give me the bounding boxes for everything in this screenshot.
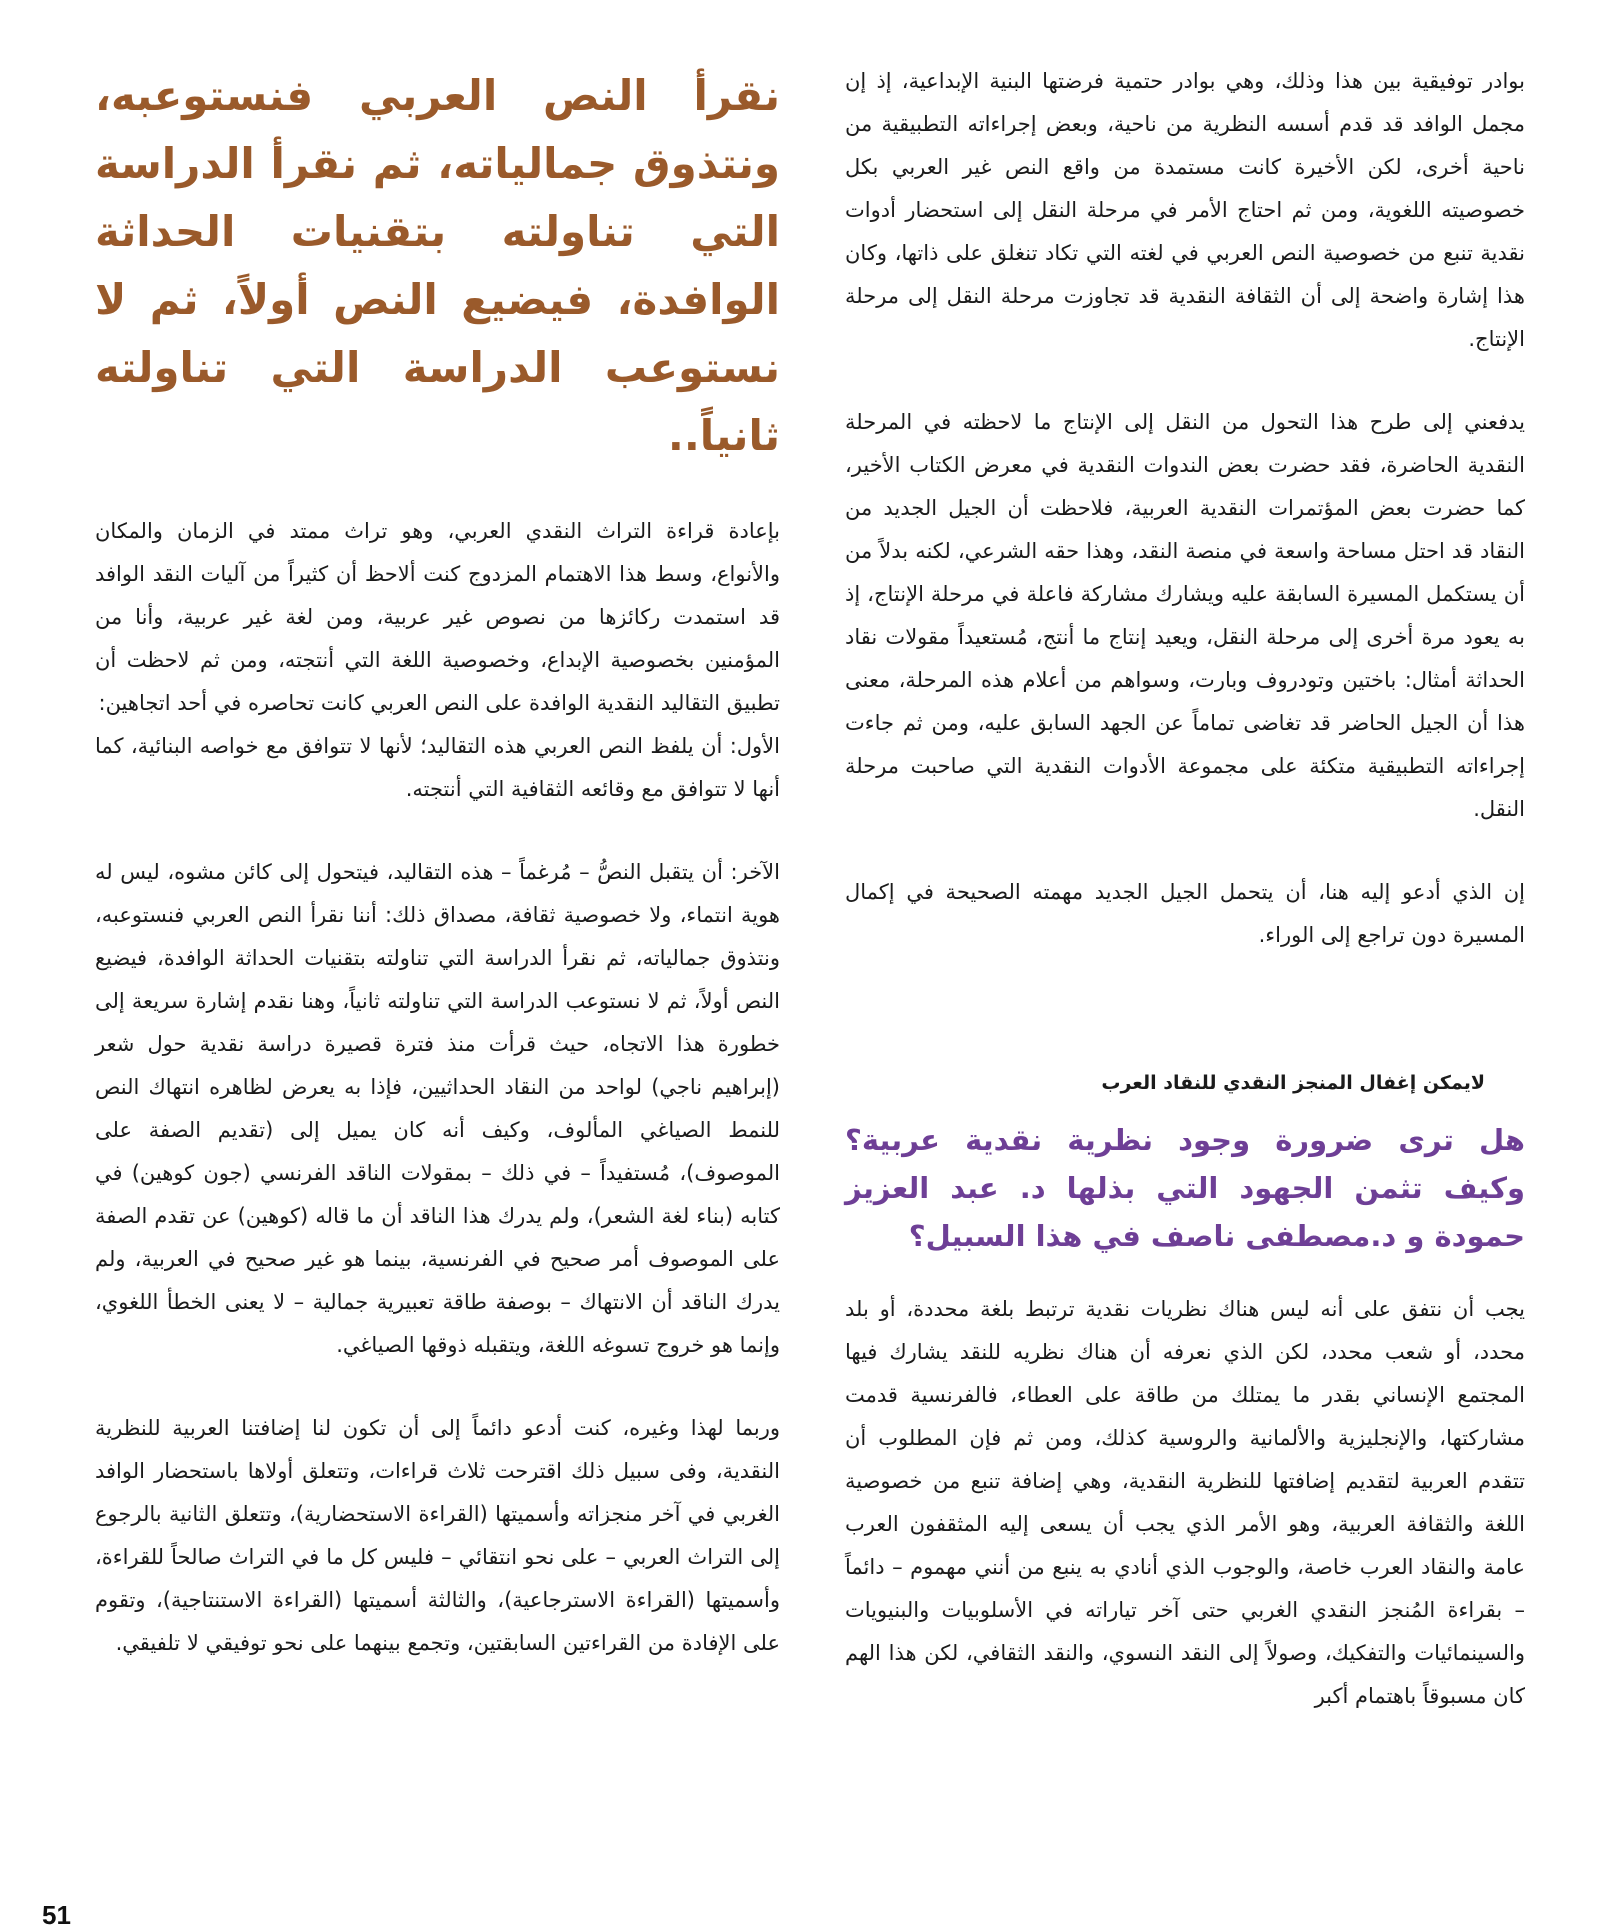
right-paragraph-4: يجب أن نتفق على أنه ليس هناك نظريات نقدية ترتبط بلغة محددة، أو بلد محدد، أو شعب محدد، لكن الذي نعرفه أن هناك نظريه للنقد يشارك فيها المجتمع الإنساني بقدر ما يمتلك من طاقة على العطاء، فالفرنسية قدمت مشاركتها، والإنجليزية والألمانية والروسية كذلك، ومن ثم فإن المطلوب أن تتقدم العربية لتقديم إضافتها للنظرية النقدية، وهي إضافة تنبع من خصوصية اللغة والثقافة العربية، وهو الأمر الذي يجب أن يسعى إليه المثقفون العرب عامة والنقاد العرب خاصة، والوجوب الذي أنادي به ينبع من أنني مهموم – دائماً – بقراءة المُنجز النقدي الغربي حتى آخر تياراته في الأسلوبيات والبنيويات والسينمائيات والتفكيك، وصولاً إلى النقد النسوي، والنقد الثقافي، لكن هذا الهم كان مسبوقاً باهتمام أكبر [845, 1297, 1525, 1708]
page-number: 51 [42, 1900, 71, 1930]
section-label: لايمكن إغفال المنجز النقدي للنقاد العرب [1101, 1072, 1485, 1094]
interview-question: هل ترى ضرورة وجود نظرية نقدية عربية؟ وكيف تثمن الجهود التي بذلها د. عبد العزيز حمودة و د.مصطفى ناصف في هذا السبيل؟ [845, 1123, 1525, 1253]
left-paragraph-3: الآخر: أن يتقبل النصُّ – مُرغماً – هذه التقاليد، فيتحول إلى كائن مشوه، ليس له هوية انتماء، ولا خصوصية ثقافة، مصداق ذلك: أننا نقرأ النص العربي فنستوعبه، ونتذوق جمالياته، ثم نقرأ الدراسة التي تناولته بتقنيات الحداثة الوافدة، فيضيع النص أولاً، ثم لا نستوعب الدراسة التي تناولته ثانياً، وهنا نقدم إشارة سريعة إلى خطورة هذا الاتجاه، حيث قرأت منذ فترة قصيرة دراسة نقدية حول شعر (إبراهيم ناجي) لواحد من النقاد الحداثيين، فإذا به يعرض لظاهره انتهاك النص للنمط الصياغي المألوف، وكيف أنه كان يميل إلى (تقديم الصفة على الموصوف)، مُستفيداً – في ذلك – بمقولات الناقد الفرنسي (جون كوهين) في كتابه (بناء لغة الشعر)، ولم يدرك هذا الناقد أن ما قاله (كوهين) عن تقدم الصفة على الموصوف أمر صحيح في الفرنسية، بينما هو غير صحيح في العربية، ولم يدرك الناقد أن الانتهاك – بوصفة طاقة تعبيرية جمالية – لا يعنى الخطأ اللغوي، وإنما هو خروج تسوغه اللغة، ويتقبله ذوقها الصياغي. [95, 860, 780, 1357]
left-column [95, 62, 780, 1665]
right-paragraph-3: إن الذي أدعو إليه هنا، أن يتحمل الجيل الجديد مهمته الصحيحة في إكمال المسيرة دون تراجع إلى الوراء. [845, 880, 1525, 947]
pull-quote: نقرأ النص العربي فنستوعبه، ونتذوق جمالياته، ثم نقرأ الدراسة التي تناولته بتقنيات الحداثة الوافدة، فيضيع النص أولاً، ثم لا نستوعب الدراسة التي تناولته ثانياً.. [95, 71, 780, 460]
left-paragraph-2: الأول: أن يلفظ النص العربي هذه التقاليد؛ لأنها لا تتوافق مع خواصه البنائية، كما أنها لا تتوافق مع وقائعه الثقافية التي أنتجته. [95, 734, 780, 801]
right-paragraph-1: بوادر توفيقية بين هذا وذلك، وهي بوادر حتمية فرضتها البنية الإبداعية، إذ إن مجمل الوافد قد قدم أسسه النظرية من ناحية، وبعض إجراءاته التطبيقية من ناحية أخرى، لكن الأخيرة كانت مستمدة من واقع النص غير العربي بكل خصوصيته اللغوية، ومن ثم احتاج الأمر في مرحلة النقل إلى استحضار أدوات نقدية تنبع من خصوصية النص العربي في لغته التي تكاد تنغلق على ذاتها، وكان هذا إشارة واضحة إلى أن الثقافة النقدية قد تجاوزت مرحلة النقل إلى مرحلة الإنتاج. [845, 69, 1525, 351]
left-paragraph-1: بإعادة قراءة التراث النقدي العربي، وهو تراث ممتد في الزمان والمكان والأنواع، وسط هذا الاهتمام المزدوج كنت ألاحظ أن كثيراً من آليات النقد الوافد قد استمدت ركائزها من نصوص غير عربية، ومن لغة غير عربية، وأنا من المؤمنين بخصوصية الإبداع، وخصوصية اللغة التي أنتجته، ومن ثم لاحظت أن تطبيق التقاليد النقدية الوافدة على النص العربي كانت تحاصره في أحد اتجاهين: [95, 519, 780, 715]
right-column [845, 60, 1525, 1718]
left-paragraph-4: وربما لهذا وغيره، كنت أدعو دائماً إلى أن تكون لنا إضافتنا العربية للنظرية النقدية، وفى سبيل ذلك اقترحت ثلاث قراءات، وتتعلق أولاها باستحضار الوافد الغربي في آخر منجزاته وأسميتها (القراءة الاستحضارية)، وتتعلق الثانية بالرجوع إلى التراث العربي – على نحو انتقائي – فليس كل ما في التراث صالحاً للقراءة، وأسميتها (القراءة الاسترجاعية)، والثالثة أسميتها (القراءة الاستنتاجية)، وتقوم على الإفادة من القراءتين السابقتين، وتجمع بينهما على نحو توفيقي لا تلفيقي. [95, 1416, 780, 1655]
right-paragraph-2: يدفعني إلى طرح هذا التحول من النقل إلى الإنتاج ما لاحظته في المرحلة النقدية الحاضرة، فقد حضرت بعض الندوات النقدية في معرض الكتاب الأخير، كما حضرت بعض المؤتمرات النقدية العربية، فلاحظت أن الجيل الجديد من النقاد قد احتل مساحة واسعة في منصة النقد، وهذا حقه الشرعي، لكنه بدلاً من أن يستكمل المسيرة السابقة عليه ويشارك مشاركة فاعلة في مرحلة الإنتاج، إذ به يعود مرة أخرى إلى مرحلة النقل، ويعيد إنتاج ما أنتج، مُستعيداً مقولات نقاد الحداثة أمثال: باختين وتودروف وبارت، وسواهم من أعلام هذه المرحلة، معنى هذا أن الجيل الحاضر قد تغاضى تماماً عن الجهد السابق عليه، ومن ثم جاءت إجراءاته التطبيقية متكئة على مجموعة الأدوات النقدية التي صاحبت مرحلة النقل. [845, 410, 1525, 821]
